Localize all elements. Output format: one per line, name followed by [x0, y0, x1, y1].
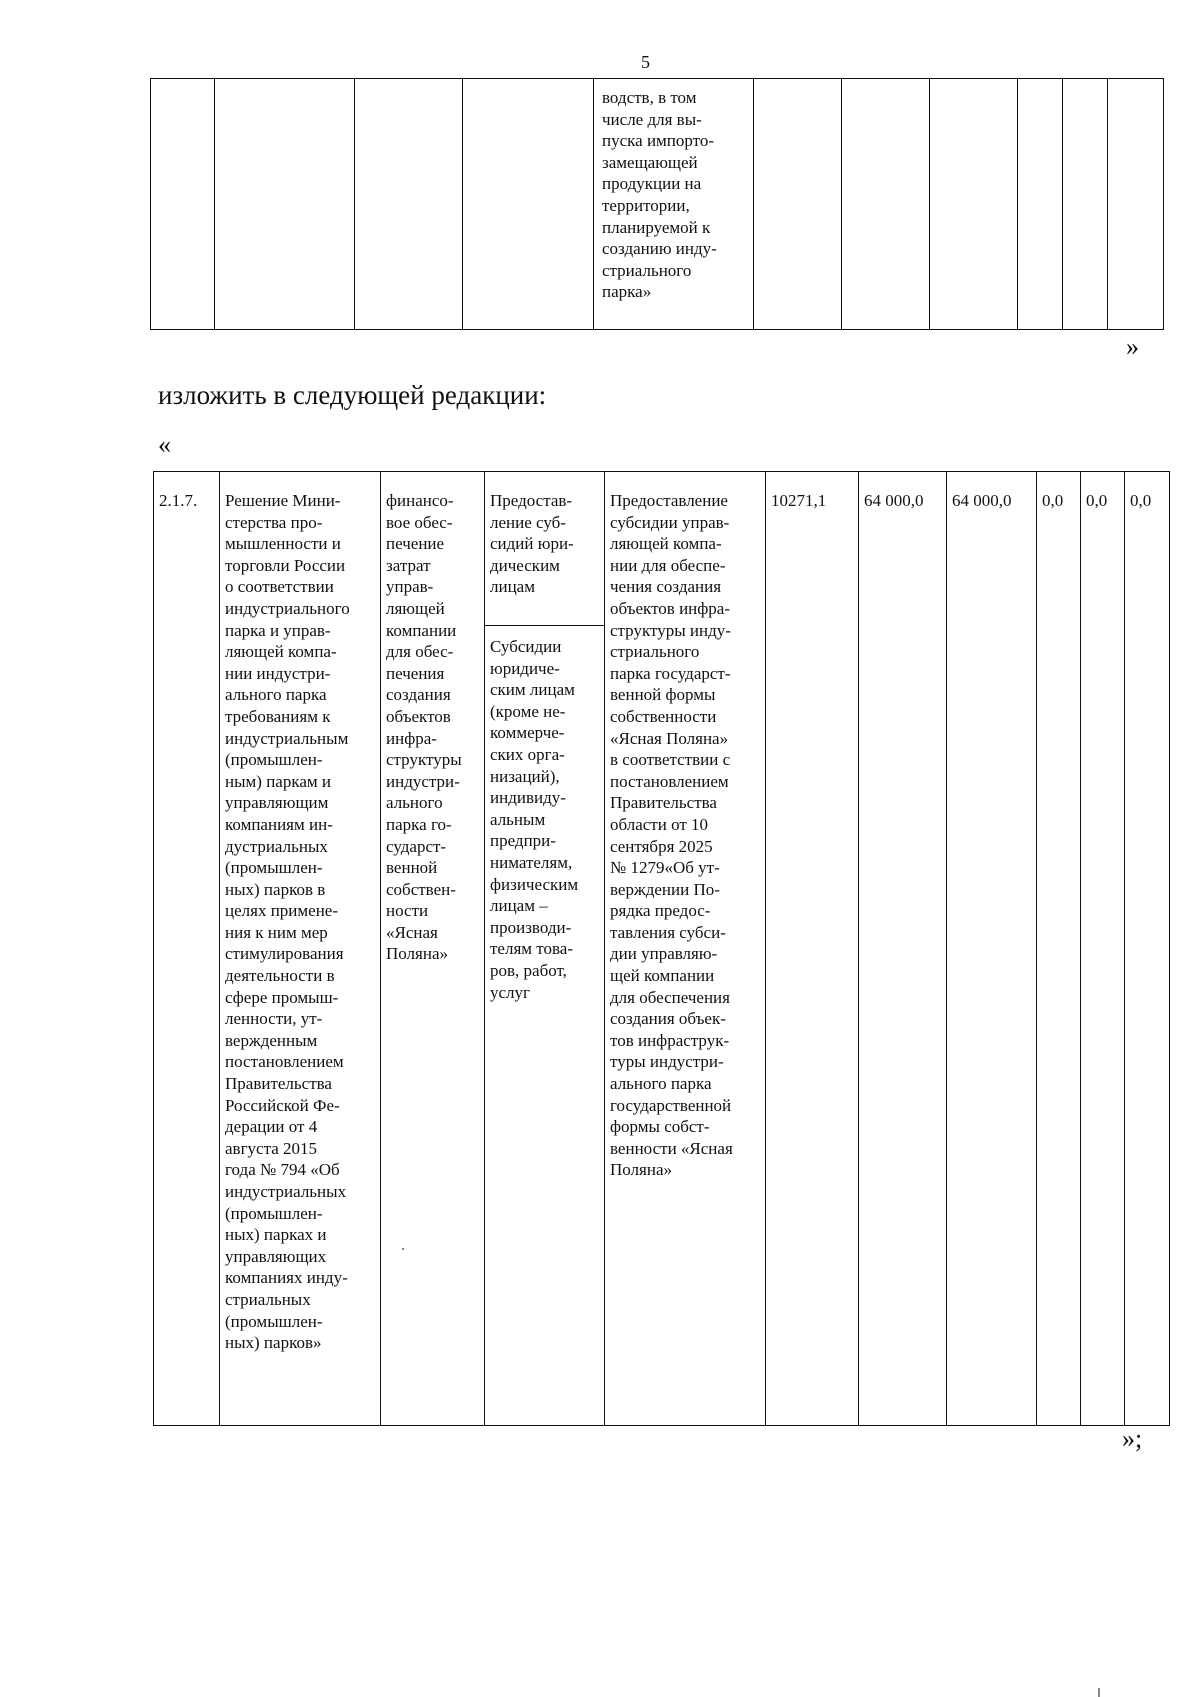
value-cell [1081, 472, 1125, 1426]
direction-top-text: Предостав- ление суб- сидий юри- дическим лицам [485, 472, 604, 626]
new-table-row [153, 471, 1170, 1426]
value-5: 0,0 [1086, 491, 1108, 510]
top-cell-text: водств, в том числе для вы- пуска импорто- замещающей продукции на территории, планируемой к созданию инду- стриального парка» [602, 88, 717, 302]
value-1: 10271,1 [771, 491, 827, 510]
description-cell [605, 472, 766, 1426]
top-empty-cell [151, 79, 215, 330]
row-number-cell [154, 472, 220, 1426]
closing-quote-semicolon: »; [1122, 1424, 1143, 1453]
top-empty-cell [463, 79, 594, 330]
purpose-cell [381, 472, 485, 1426]
purpose-text: финансо- вое обес- печение затрат управ- ляющей компании для обес- печения создания объектов инфра- структуры индустри- ального парка го- сударст- венной собствен- ности «Ясная Поляна» [386, 491, 462, 964]
top-text-cell [594, 79, 754, 330]
top-empty-cell [842, 79, 930, 330]
row-number: 2.1.7. [159, 491, 198, 510]
top-empty-cell [1063, 79, 1108, 330]
value-4: 0,0 [1042, 491, 1064, 510]
direction-bottom-text: Субсидии юридиче- ским лицам (кроме не- коммерче- ских орга- низаций), индивиду- альным предпри- нимателям, физическим лицам – производи- телям това- ров, работ, услуг [490, 637, 579, 1002]
value-cell [859, 472, 947, 1426]
basis-text: Решение Мини- стерства про- мышленности и торговли России о соответствии индустриального парка и управ- ляющей компа- нии индустри- ального парка требованиям к индустриальным (промышлен- ным) паркам и управляющим компаниям ин- дустриальных (промышлен- ных) парков в целях примене- ния к ним мер стимулирования деятельности в сфере промыш- ленности, ут- вержденным постановлением Правительства Российской Фе- дерации от 4 августа 2015 года № 794 «Об индустриальных (промышлен- ных) парках и управляющих компаниях инду- стриальных (промышлен- ных) парков» [225, 491, 350, 1353]
scan-speck [402, 1248, 404, 1250]
previous-table-fragment [150, 78, 1164, 330]
scan-speck [1098, 1688, 1100, 1697]
top-empty-cell [1018, 79, 1063, 330]
basis-cell [220, 472, 381, 1426]
instruction-text: изложить в следующей редакции: [158, 380, 547, 410]
value-cell [947, 472, 1037, 1426]
direction-cell [485, 472, 605, 1426]
value-cell [766, 472, 859, 1426]
top-empty-cell [1108, 79, 1164, 330]
top-empty-cell [754, 79, 842, 330]
top-empty-cell [355, 79, 463, 330]
closing-quote: » [1126, 332, 1139, 361]
page-number: 5 [641, 52, 650, 72]
value-3: 64 000,0 [952, 491, 1012, 510]
value-6: 0,0 [1130, 491, 1152, 510]
value-cell [1125, 472, 1170, 1426]
description-text: Предоставление субсидии управ- ляющей компа- нии для обеспе- чения создания объектов инфра- структуры инду- стриального парка государст- венной формы собственности «Ясная Поляна» в соответствии с постановлением Правительства области от 10 сентября 2025 № 1279«Об ут- верждении По- рядка предос- тавления субси- дии управляю- щей компании для обеспечения создания объек- тов инфраструк- туры индустри- ального парка государственной формы собст- венности «Ясная Поляна» [610, 491, 733, 1180]
top-empty-cell [930, 79, 1018, 330]
opening-quote: « [158, 430, 171, 459]
top-empty-cell [215, 79, 355, 330]
value-cell [1037, 472, 1081, 1426]
value-2: 64 000,0 [864, 491, 924, 510]
